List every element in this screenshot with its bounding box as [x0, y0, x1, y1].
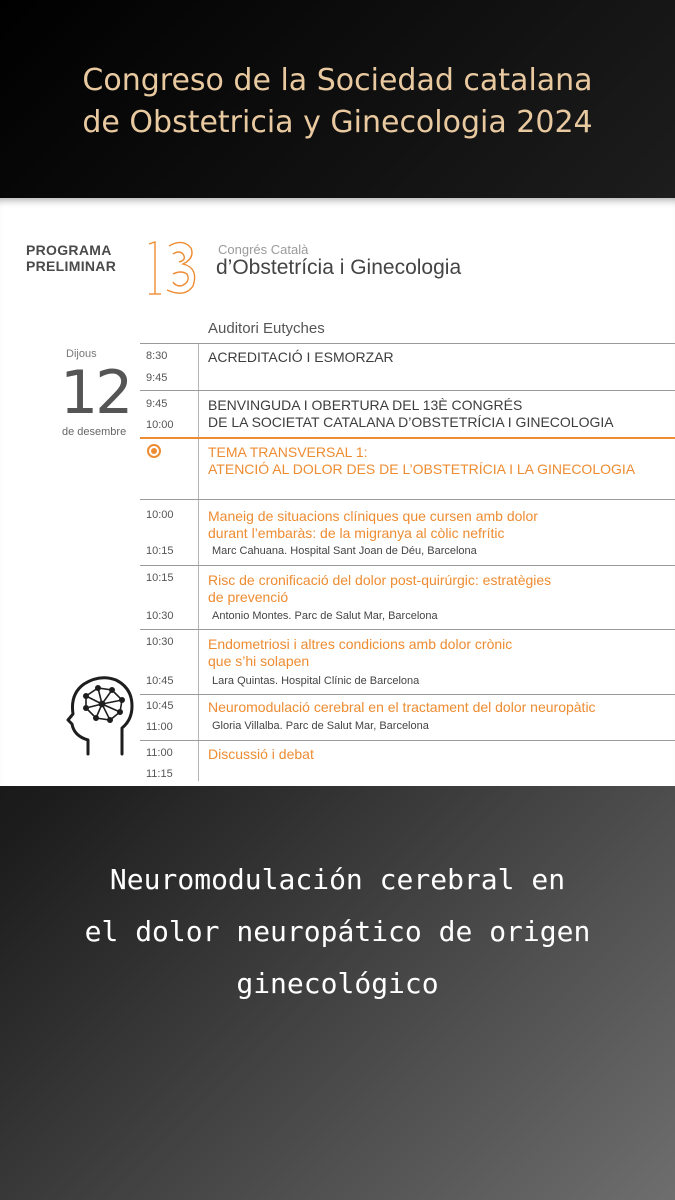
talk-start: 10:15	[146, 572, 174, 584]
talk-speaker: Gloria Villalba. Parc de Salut Mar, Barcelona	[212, 720, 429, 732]
separator	[198, 741, 199, 781]
separator	[198, 344, 199, 390]
theme-bullet-icon	[147, 444, 161, 458]
venue-label: Auditori Eutyches	[208, 320, 325, 337]
header-title-line2: de Obstetricia y Ginecologia 2024	[82, 105, 593, 141]
talk-title-line1: Maneig de situacions clíniques que cursen amb dolor	[208, 508, 538, 524]
talk-end: 11:15	[146, 768, 173, 780]
talk-start: 10:30	[146, 636, 174, 648]
talk-start: 11:00	[146, 747, 173, 759]
talk-title-line1: Neuromodulació cerebral en el tractament del dolor neuropàtic	[208, 699, 596, 715]
header-title	[0, 60, 675, 144]
separator	[198, 391, 199, 437]
divider	[140, 694, 675, 695]
talk-title-line1: Risc de cronificació del dolor post-quirúrgic: estratègies	[208, 572, 552, 588]
talk-speaker: Lara Quintas. Hospital Clínic de Barcelona	[212, 675, 420, 687]
congress-logo-icon	[143, 240, 201, 298]
session-title-line2: DE LA SOCIETAT CATALANA D’OBSTETRÍCIA I GINECOLOGIA	[208, 414, 614, 430]
program-card	[0, 198, 675, 786]
talk-speaker: Marc Cahuana. Hospital Sant Joan de Déu, Barcelona	[212, 545, 477, 557]
session-start: 8:30	[146, 350, 168, 362]
program-label-line1: PROGRAMA	[26, 242, 112, 258]
separator	[198, 630, 199, 694]
divider	[140, 390, 675, 391]
talk-title-line2: que s’hi solapen	[208, 653, 310, 669]
congress-title: d’Obstetrícia i Ginecologia	[216, 256, 462, 279]
session-title-line1: BENVINGUDA I OBERTURA DEL 13È CONGRÉS	[208, 397, 523, 413]
month-label: de desembre	[62, 426, 127, 438]
divider	[140, 343, 675, 344]
footer-title-line2: el dolor neuropático de origen	[84, 915, 591, 948]
theme-line1: TEMA TRANSVERSAL 1:	[208, 444, 368, 460]
talk-title-line1: Discussió i debat	[208, 746, 314, 762]
separator	[198, 695, 199, 740]
footer-title-line3: ginecológico	[236, 967, 439, 1000]
footer-title	[0, 854, 675, 1010]
congress-subtitle: Congrés Català	[218, 242, 309, 257]
talk-speaker: Antonio Montes. Parc de Salut Mar, Barcelona	[212, 610, 438, 622]
talk-end: 11:00	[146, 721, 173, 733]
talk-start: 10:45	[146, 700, 174, 712]
theme-line2: ATENCIÓ AL DOLOR DES DE L’OBSTETRÍCIA I LA GINECOLOGIA	[208, 461, 636, 477]
session-start: 9:45	[146, 398, 168, 410]
session-title: ACREDITACIÓ I ESMORZAR	[208, 349, 394, 365]
separator	[198, 500, 199, 565]
talk-title-line2: de prevenció	[208, 589, 289, 605]
program-label	[26, 242, 116, 274]
day-name: Dijous	[66, 348, 97, 360]
divider	[140, 565, 675, 566]
day-number: 12	[60, 358, 131, 428]
footer-title-line1: Neuromodulación cerebral en	[109, 863, 566, 896]
talk-end: 10:45	[146, 675, 174, 687]
session-end: 9:45	[146, 372, 168, 384]
session-end: 10:00	[146, 419, 174, 431]
divider	[140, 740, 675, 741]
talk-title-line2: durant l’embaràs: de la migranya al còlic nefrític	[208, 525, 505, 541]
talk-end: 10:30	[146, 610, 174, 622]
separator	[198, 439, 199, 499]
separator	[198, 566, 199, 629]
divider	[140, 499, 675, 500]
divider	[140, 629, 675, 630]
talk-start: 10:00	[146, 509, 174, 521]
brain-head-icon	[64, 674, 136, 758]
accent-divider	[140, 437, 675, 439]
talk-title-line1: Endometriosi i altres condicions amb dolor crònic	[208, 636, 513, 652]
header-title-line1: Congreso de la Sociedad catalana	[82, 63, 593, 99]
program-label-line2: PRELIMINAR	[26, 258, 117, 274]
talk-end: 10:15	[146, 545, 174, 557]
